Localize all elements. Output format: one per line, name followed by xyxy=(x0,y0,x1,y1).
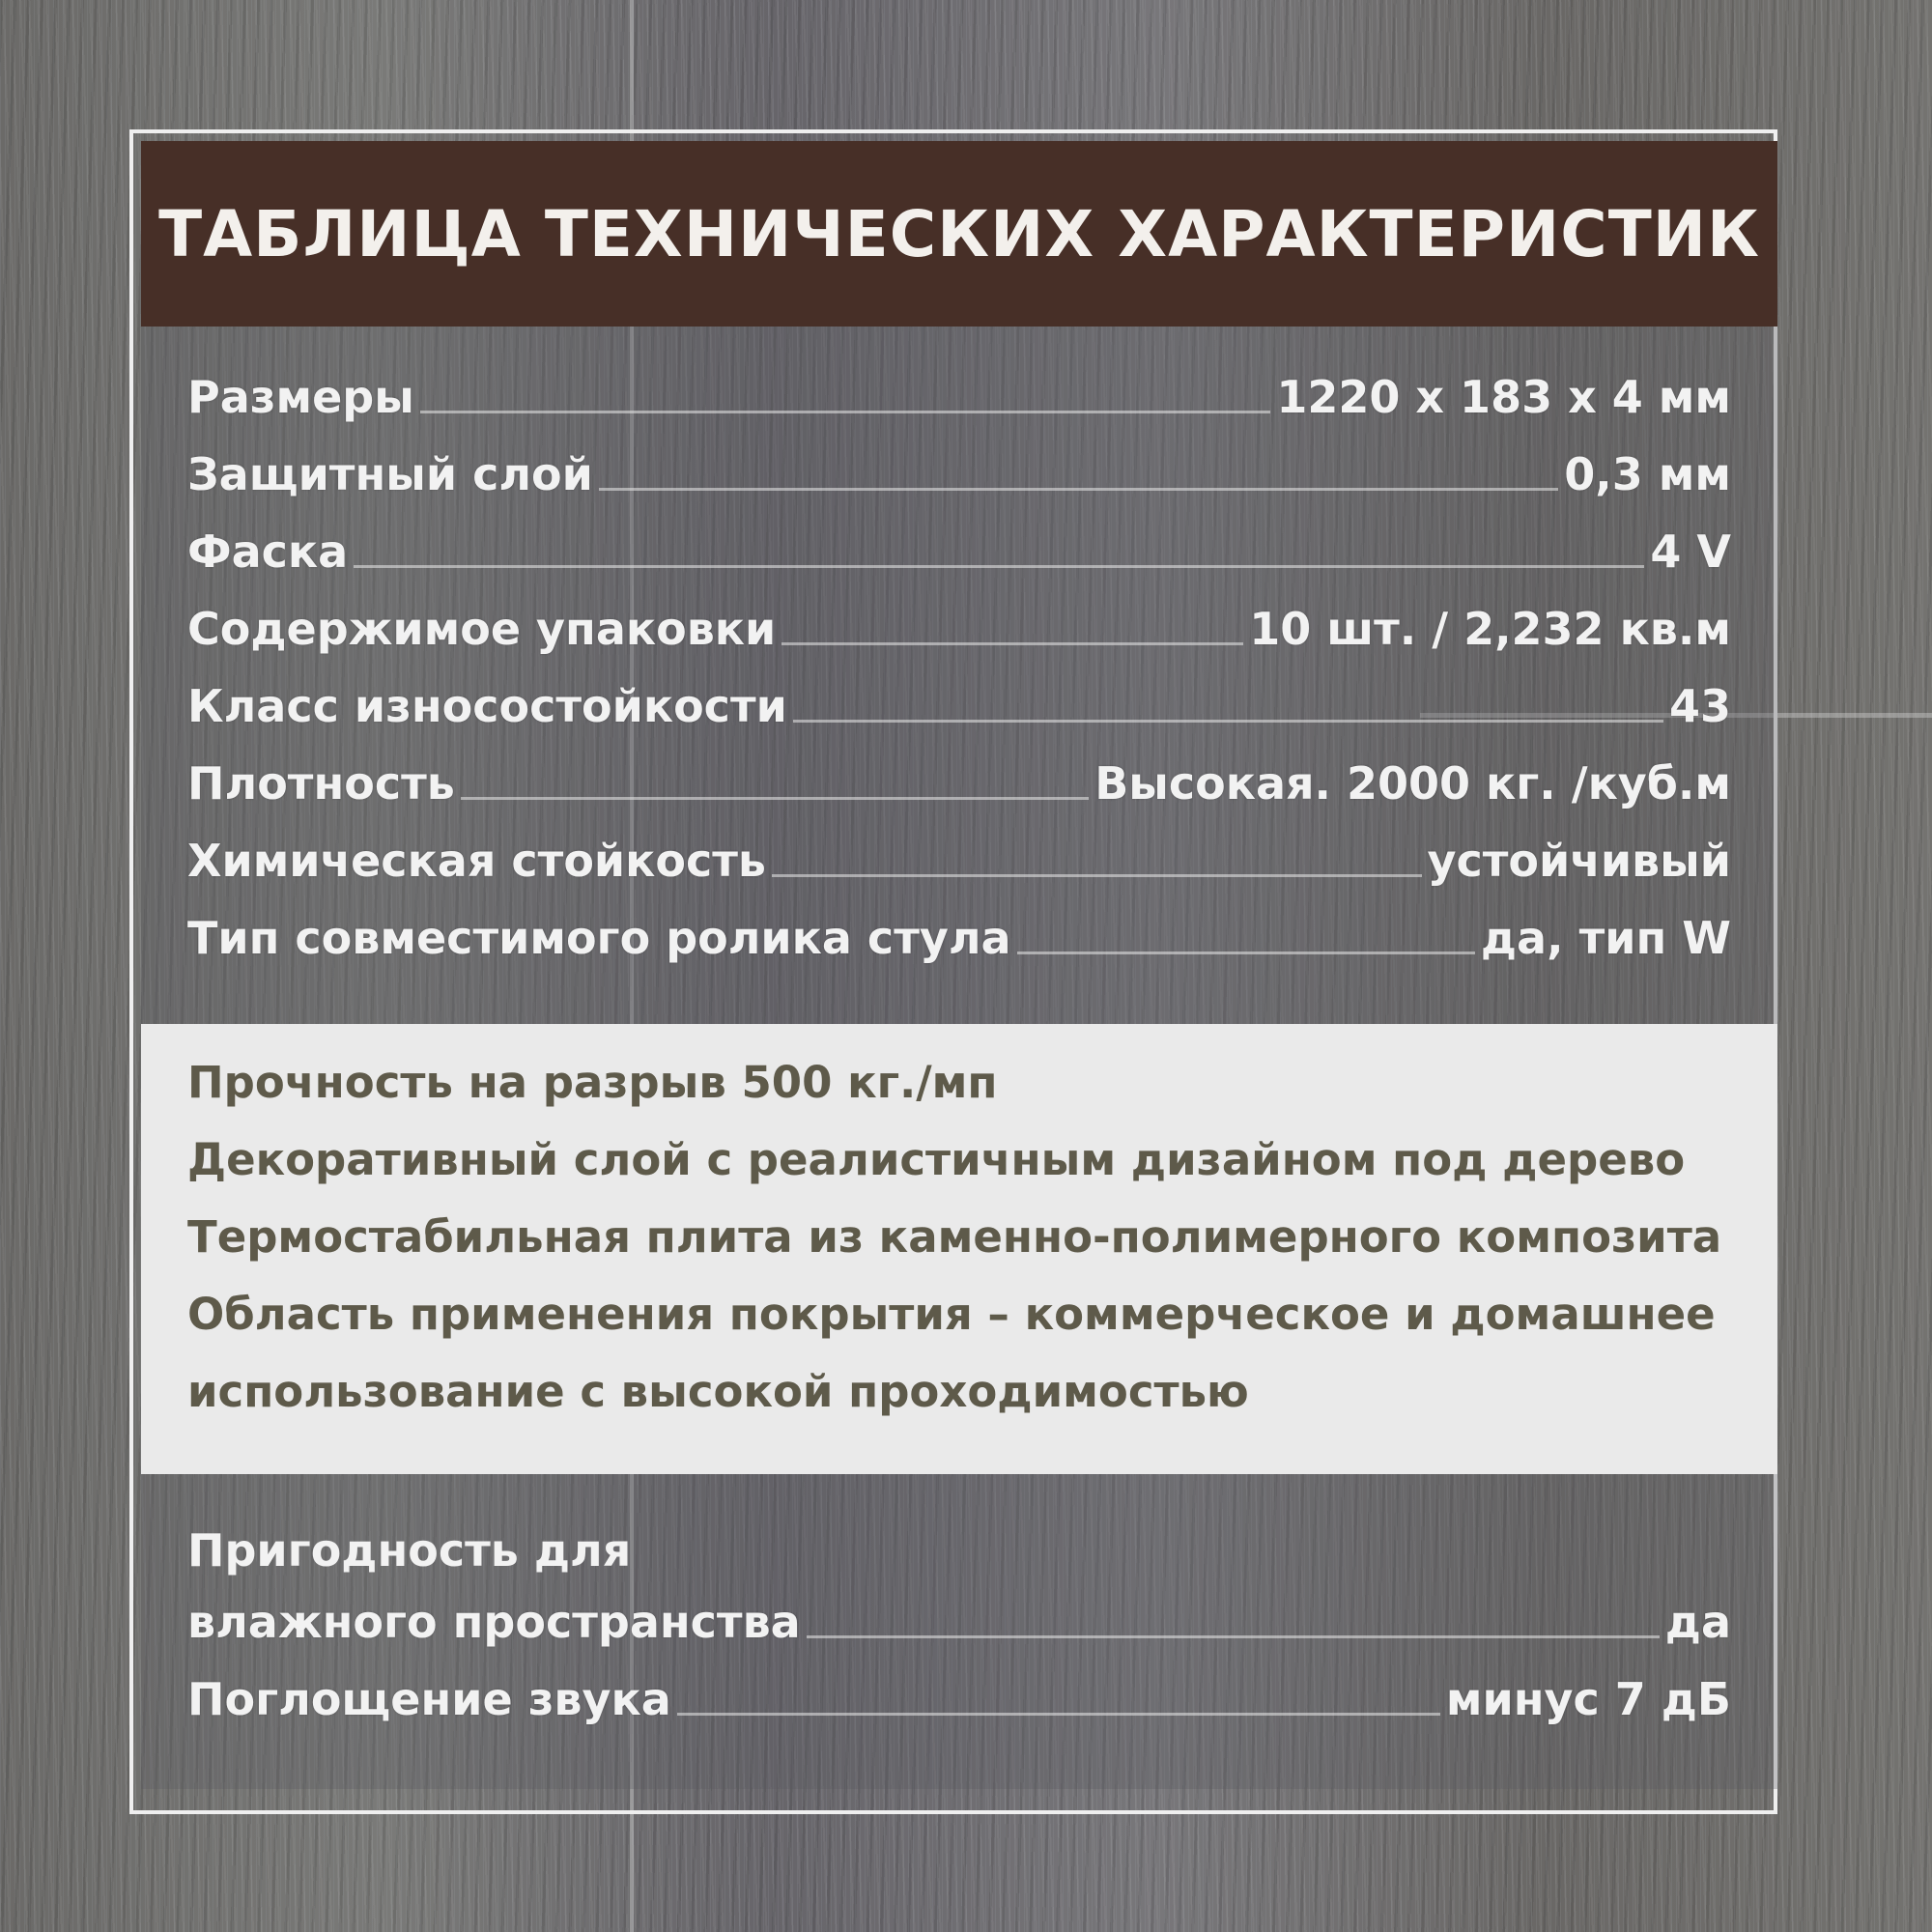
spec-label: Тип совместимого ролика стула xyxy=(187,912,1011,964)
spec-label: Плотность xyxy=(187,757,455,810)
spec-value: да xyxy=(1664,1596,1731,1648)
notes-panel xyxy=(141,1024,1777,1474)
spec-row xyxy=(187,663,1731,732)
leader-line xyxy=(793,720,1663,723)
spec-row xyxy=(187,740,1731,810)
spec-row xyxy=(187,585,1731,655)
spec-row-moisture xyxy=(187,1578,1731,1648)
spec-label: Класс износостойкости xyxy=(187,680,787,732)
leader-line xyxy=(677,1713,1440,1716)
leader-line xyxy=(599,488,1558,491)
spec-value: Высокая. 2000 кг. /куб.м xyxy=(1094,757,1731,810)
spec-value: 4 V xyxy=(1650,526,1731,578)
spec-label: Химическая стойкость xyxy=(187,835,766,887)
page-title: ТАБЛИЦА ТЕХНИЧЕСКИХ ХАРАКТЕРИСТИК xyxy=(158,196,1760,271)
spec-value: устойчивый xyxy=(1427,835,1731,887)
note-line: Область применения покрытия – коммерческое и домашнее xyxy=(187,1289,1716,1340)
leader-line xyxy=(772,874,1422,877)
note-line: Термостабильная плита из каменно-полимерного композита xyxy=(187,1211,1722,1263)
spec-label: Поглощение звука xyxy=(187,1673,671,1725)
spec-row xyxy=(187,431,1731,500)
title-bar xyxy=(141,141,1777,327)
bottom-specs xyxy=(141,1474,1777,1789)
spec-row xyxy=(187,354,1731,423)
spec-value: 43 xyxy=(1668,680,1731,732)
spec-label: Содержимое упаковки xyxy=(187,603,777,655)
spec-value: 0,3 мм xyxy=(1564,448,1731,500)
note-line: использование с высокой проходимостью xyxy=(187,1366,1249,1417)
spec-label: Защитный слой xyxy=(187,448,593,500)
leader-line xyxy=(354,565,1644,568)
spec-value: минус 7 дБ xyxy=(1445,1673,1731,1725)
specs-table xyxy=(141,327,1777,1024)
spec-label: влажного пространства xyxy=(187,1596,801,1648)
spec-row-sound xyxy=(187,1656,1731,1725)
spec-label: Фаска xyxy=(187,526,349,578)
note-line: Декоративный слой с реалистичным дизайном под дерево xyxy=(187,1134,1686,1185)
spec-row xyxy=(187,817,1731,887)
leader-line xyxy=(420,411,1271,413)
moisture-label-line1: Пригодность для xyxy=(187,1524,632,1577)
spec-value: 1220 x 183 x 4 мм xyxy=(1276,371,1731,423)
leader-line xyxy=(807,1635,1660,1638)
leader-line xyxy=(1017,952,1475,954)
spec-value: 10 шт. / 2,232 кв.м xyxy=(1249,603,1731,655)
note-line: Прочность на разрыв 500 кг./мп xyxy=(187,1057,998,1108)
spec-label: Размеры xyxy=(187,371,414,423)
leader-line xyxy=(781,642,1243,645)
leader-line xyxy=(461,797,1089,800)
spec-value: да, тип W xyxy=(1480,912,1731,964)
spec-row xyxy=(187,508,1731,578)
spec-row xyxy=(187,895,1731,964)
